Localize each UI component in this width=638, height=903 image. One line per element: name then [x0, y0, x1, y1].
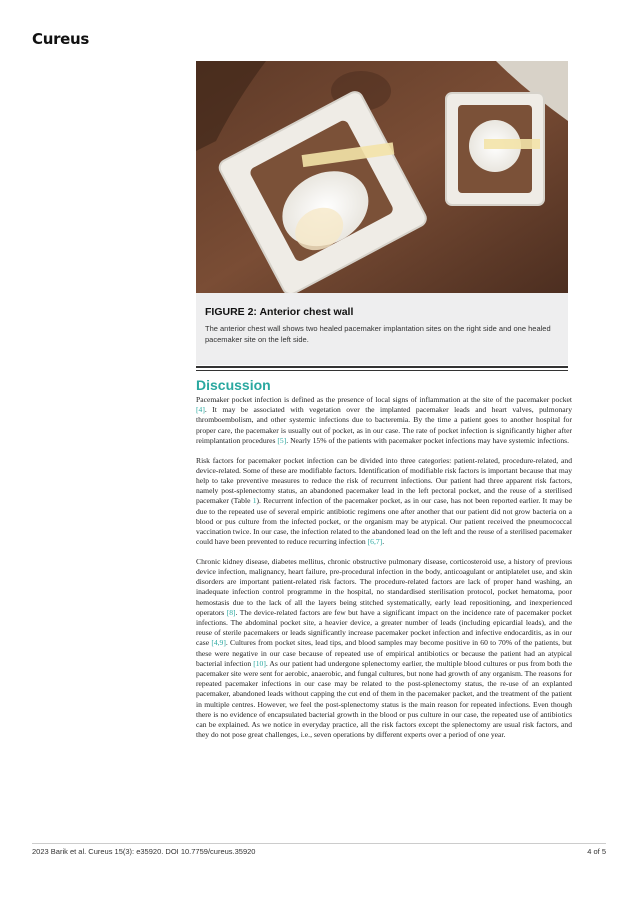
citation-link[interactable]: [8]: [226, 607, 236, 617]
paragraph-1: [196, 395, 572, 446]
paragraph-2: [196, 456, 572, 548]
text-span: .: [382, 537, 385, 547]
citation-link[interactable]: [4,9]: [211, 638, 226, 648]
text-span: . The device-related factors are few but have a significant impact on the incidence rate of pacemaker pocket infections. The abdominal pocket site, a heavier device, a greater number of leads (including epicardial leads), and the reuse of sterile pacemakers or leads significantly increase pacemaker pocket infection and infective endocarditis, as in our case: [196, 607, 572, 648]
citation-link[interactable]: [10]: [253, 658, 266, 668]
text-span: . Cultures from pocket sites, lead tips, and blood samples may become positive in 60 to 70% of the patients, but these were negative in our case because of repeated use of empirical antibiotics or because the patient had an atypical bacterial infection: [196, 638, 572, 668]
text-span: . As our patient had undergone splenectomy earlier, the multiple blood cultures or pus from both the pacemaker site were sent for aerobic, anaerobic, and fungal cultures, but none had growth of any organism. The reasons for repeated pacemaker infections in our case may be related to the post-splenectomy status, the re-use of an explanted pacemaker, abandoned leads without capping the cut end of them in the pacemaker packet, and the treatment of the patient in multiple centres. However, we feel the post-splenectomy status is the main reason for repeated infections. Even though there is no evidence of encapsulated bacterial growth in the blood or pus culture in our case, the repeated use of antibiotics can be explained. As we notice in everyday practice, all the risk factors except the splenectomy are usual risk factors, and they do not pose great challenges, i.e., seven operations by different experts over a period of one year.: [196, 658, 572, 740]
text-span: Pacemaker pocket infection is defined as the presence of local signs of inflammation at the site of the pacemaker pocket: [196, 395, 572, 404]
text-span: . It may be associated with vegetation over the implanted pacemaker leads and heart valves, pulmonary thromboembolism, and other systemic infections due to bacteremia. By the time a patient goes to another hospital for proper care, the pacemaker is usually out of pocket, as in our case. The rate of pocket infection is significantly higher after reimplantation procedures: [196, 405, 572, 445]
citation-link[interactable]: [6,7]: [367, 537, 383, 547]
citation-link[interactable]: [4]: [196, 405, 205, 415]
section-divider-thin: [196, 370, 568, 371]
chest-wall-photo: [196, 61, 568, 293]
page-number: 4 of 5: [587, 847, 606, 856]
cureus-logo: Cureus: [32, 30, 90, 48]
section-divider: [196, 366, 568, 368]
text-span: Risk factors for pacemaker pocket infection can be divided into three categories: patient-related, procedure-related, and device-related. Some of these are modifiable factors. Identification of modifiable risk factors is important because that may help to take preventive measures to reduce the risk of recurrent infections. Our patient had three apparent risk factors, namely post-splenectomy status, an abandoned pacemaker lead in the left pectoral pocket, and the reuse of a sterilised pacemaker (Table: [196, 455, 572, 506]
paragraph-3: [196, 557, 572, 741]
citation-link[interactable]: [5]: [277, 435, 287, 445]
text-span: . Nearly 15% of the patients with pacemaker pocket infections may have systemic infections.: [286, 435, 570, 445]
table-link[interactable]: 1: [252, 496, 257, 506]
figure-title: FIGURE 2: Anterior chest wall: [205, 306, 354, 318]
figure-caption: The anterior chest wall shows two healed pacemaker implantation sites on the right side and one healed pacemaker site on the left side.: [205, 324, 551, 344]
article-body: [196, 395, 572, 750]
text-span: Chronic kidney disease, diabetes mellitus, chronic obstructive pulmonary disease, corticosteroid use, a history of previous device infection, malignancy, heart failure, pre-procedural infection in the body, anticoagulant or antiplatelet use, and skin disorders are important patient-related risk factors. The procedure-related factors are lack of proper hand washing, an inadequate infection control programme in the hospital, no standardised sterilisation protocol, pocket hematoma, poor hemostasis due to the lack of all the layers being stitched systematically, early lead repositioning, and inexperienced operators: [196, 556, 572, 617]
figure-panel: [196, 61, 568, 365]
section-heading: Discussion: [196, 377, 271, 393]
footer-citation: 2023 Barik et al. Cureus 15(3): e35920. DOI 10.7759/cureus.35920: [32, 847, 256, 856]
text-span: ). Recurrent infection of the pacemaker pocket, as in our case, has not been reported earlier. It may be due to the repeated use of several empiric antibiotic regimens one after another that our patient did not grow bacteria on a blood or pus culture from the infected pocket, or the organism may be atypical. Our patient received the pneumococcal vaccination twice. In our case, the infection related to the abandoned lead on the left and the reuse of a sterilised pacemaker could have been prevented to reduce recurring infection: [196, 496, 572, 547]
footer-divider: [32, 843, 606, 844]
